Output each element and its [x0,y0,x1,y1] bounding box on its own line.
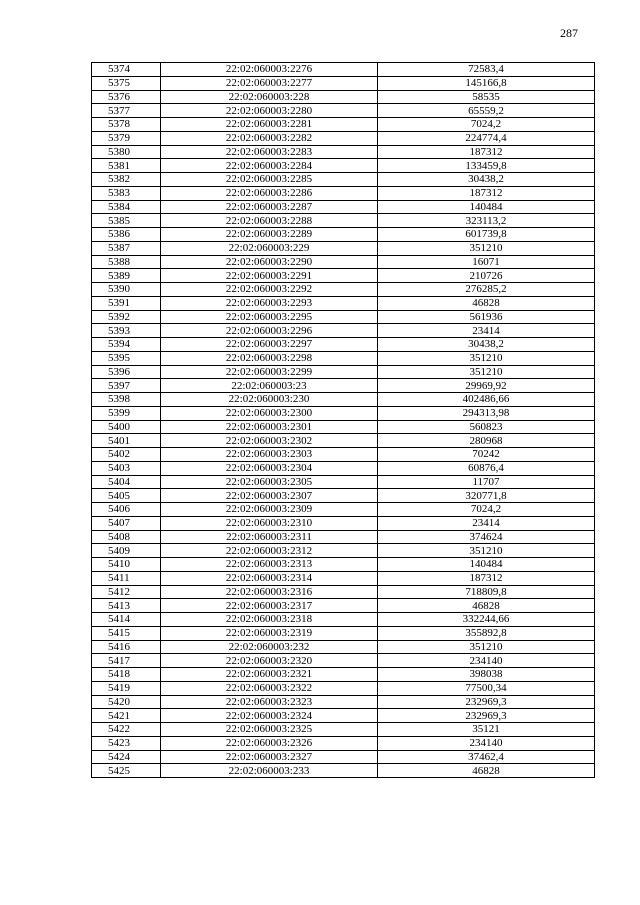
table-row [92,750,595,764]
cadastral-number-cell: 22:02:060003:2305 [161,475,378,489]
row-number-cell: 5407 [92,516,161,530]
table-row [92,173,595,187]
row-number-cell: 5386 [92,228,161,242]
cadastral-number-cell: 22:02:060003:2295 [161,310,378,324]
row-number-cell: 5387 [92,241,161,255]
table-row [92,475,595,489]
cadastral-number-cell: 22:02:060003:2293 [161,296,378,310]
table-row [92,599,595,613]
cadastral-number-cell: 22:02:060003:2326 [161,736,378,750]
row-number-cell: 5408 [92,530,161,544]
cadastral-number-cell: 22:02:060003:2287 [161,200,378,214]
value-cell: 60876,4 [378,461,595,475]
value-cell: 234140 [378,736,595,750]
row-number-cell: 5410 [92,558,161,572]
value-cell: 65559,2 [378,104,595,118]
table-row [92,764,595,778]
row-number-cell: 5422 [92,723,161,737]
value-cell: 398038 [378,668,595,682]
row-number-cell: 5388 [92,255,161,269]
row-number-cell: 5402 [92,448,161,462]
row-number-cell: 5391 [92,296,161,310]
table-row [92,558,595,572]
page-number: 287 [560,26,578,40]
table-row [92,365,595,379]
row-number-cell: 5381 [92,159,161,173]
value-cell: 70242 [378,448,595,462]
cadastral-number-cell: 22:02:060003:2319 [161,626,378,640]
cadastral-number-cell: 22:02:060003:2284 [161,159,378,173]
table-row [92,393,595,407]
value-cell: 37462,4 [378,750,595,764]
value-cell: 374624 [378,530,595,544]
table-row [92,613,595,627]
table-row [92,351,595,365]
value-cell: 23414 [378,516,595,530]
table-row [92,324,595,338]
table-row [92,723,595,737]
table-row [92,668,595,682]
value-cell: 601739,8 [378,228,595,242]
cadastral-number-cell: 22:02:060003:2310 [161,516,378,530]
cadastral-number-cell: 22:02:060003:2318 [161,613,378,627]
row-number-cell: 5399 [92,406,161,420]
row-number-cell: 5405 [92,489,161,503]
table-row [92,420,595,434]
row-number-cell: 5379 [92,131,161,145]
value-cell: 187312 [378,186,595,200]
table-row [92,131,595,145]
cadastral-number-cell: 22:02:060003:2291 [161,269,378,283]
table-row [92,310,595,324]
cadastral-number-cell: 22:02:060003:23 [161,379,378,393]
value-cell: 46828 [378,599,595,613]
cadastral-number-cell: 22:02:060003:2309 [161,503,378,517]
row-number-cell: 5400 [92,420,161,434]
table-row [92,709,595,723]
row-number-cell: 5417 [92,654,161,668]
cadastral-number-cell: 22:02:060003:229 [161,241,378,255]
cadastral-number-cell: 22:02:060003:2286 [161,186,378,200]
row-number-cell: 5411 [92,571,161,585]
table-row [92,145,595,159]
cadastral-number-cell: 22:02:060003:228 [161,90,378,104]
row-number-cell: 5383 [92,186,161,200]
table-row [92,640,595,654]
value-cell: 140484 [378,558,595,572]
value-cell: 30438,2 [378,338,595,352]
row-number-cell: 5395 [92,351,161,365]
value-cell: 11707 [378,475,595,489]
row-number-cell: 5398 [92,393,161,407]
row-number-cell: 5419 [92,681,161,695]
value-cell: 145166,8 [378,76,595,90]
row-number-cell: 5425 [92,764,161,778]
row-number-cell: 5406 [92,503,161,517]
cadastral-number-cell: 22:02:060003:2297 [161,338,378,352]
value-cell: 276285,2 [378,283,595,297]
value-cell: 46828 [378,296,595,310]
value-cell: 16071 [378,255,595,269]
value-cell: 77500,34 [378,681,595,695]
row-number-cell: 5380 [92,145,161,159]
table-row [92,200,595,214]
value-cell: 29969,92 [378,379,595,393]
cadastral-number-cell: 22:02:060003:2300 [161,406,378,420]
cadastral-number-cell: 22:02:060003:2302 [161,434,378,448]
table-row [92,681,595,695]
row-number-cell: 5421 [92,709,161,723]
row-number-cell: 5424 [92,750,161,764]
value-cell: 332244,66 [378,613,595,627]
cadastral-number-cell: 22:02:060003:2288 [161,214,378,228]
row-number-cell: 5409 [92,544,161,558]
value-cell: 351210 [378,241,595,255]
value-cell: 7024,2 [378,118,595,132]
cadastral-number-cell: 22:02:060003:2322 [161,681,378,695]
cadastral-number-cell: 22:02:060003:2314 [161,571,378,585]
value-cell: 351210 [378,365,595,379]
table-row [92,503,595,517]
cadastral-number-cell: 22:02:060003:2317 [161,599,378,613]
table-row [92,448,595,462]
cadastral-number-cell: 22:02:060003:2307 [161,489,378,503]
row-number-cell: 5423 [92,736,161,750]
cadastral-number-cell: 22:02:060003:2298 [161,351,378,365]
table-row [92,241,595,255]
row-number-cell: 5397 [92,379,161,393]
table-row [92,104,595,118]
value-cell: 351210 [378,640,595,654]
table-row [92,406,595,420]
cadastral-number-cell: 22:02:060003:2324 [161,709,378,723]
row-number-cell: 5396 [92,365,161,379]
value-cell: 210726 [378,269,595,283]
value-cell: 187312 [378,571,595,585]
row-number-cell: 5412 [92,585,161,599]
value-cell: 355892,8 [378,626,595,640]
value-cell: 280968 [378,434,595,448]
row-number-cell: 5418 [92,668,161,682]
value-cell: 23414 [378,324,595,338]
value-cell: 133459,8 [378,159,595,173]
row-number-cell: 5382 [92,173,161,187]
cadastral-number-cell: 22:02:060003:2296 [161,324,378,338]
cadastral-number-cell: 22:02:060003:2303 [161,448,378,462]
row-number-cell: 5374 [92,63,161,77]
cadastral-number-cell: 22:02:060003:2323 [161,695,378,709]
row-number-cell: 5415 [92,626,161,640]
value-cell: 351210 [378,544,595,558]
value-cell: 72583,4 [378,63,595,77]
cadastral-number-cell: 22:02:060003:230 [161,393,378,407]
table-row [92,296,595,310]
cadastral-number-cell: 22:02:060003:2321 [161,668,378,682]
cadastral-number-cell: 22:02:060003:2320 [161,654,378,668]
value-cell: 58535 [378,90,595,104]
table-row [92,76,595,90]
cadastral-number-cell: 22:02:060003:2301 [161,420,378,434]
table-row [92,159,595,173]
value-cell: 140484 [378,200,595,214]
value-cell: 232969,3 [378,695,595,709]
cadastral-number-cell: 22:02:060003:2281 [161,118,378,132]
data-table [91,62,595,778]
row-number-cell: 5420 [92,695,161,709]
value-cell: 560823 [378,420,595,434]
row-number-cell: 5392 [92,310,161,324]
table-row [92,90,595,104]
row-number-cell: 5389 [92,269,161,283]
cadastral-number-cell: 22:02:060003:2304 [161,461,378,475]
table-row [92,736,595,750]
row-number-cell: 5401 [92,434,161,448]
table-row [92,654,595,668]
row-number-cell: 5375 [92,76,161,90]
value-cell: 234140 [378,654,595,668]
table-row [92,461,595,475]
table-row [92,695,595,709]
table-row [92,228,595,242]
row-number-cell: 5378 [92,118,161,132]
cadastral-number-cell: 22:02:060003:2285 [161,173,378,187]
table-row [92,516,595,530]
cadastral-number-cell: 22:02:060003:2312 [161,544,378,558]
cadastral-number-cell: 22:02:060003:2280 [161,104,378,118]
value-cell: 323113,2 [378,214,595,228]
table-row [92,571,595,585]
cadastral-number-cell: 22:02:060003:2277 [161,76,378,90]
table-row [92,214,595,228]
value-cell: 35121 [378,723,595,737]
row-number-cell: 5394 [92,338,161,352]
value-cell: 46828 [378,764,595,778]
row-number-cell: 5414 [92,613,161,627]
cadastral-number-cell: 22:02:060003:2327 [161,750,378,764]
table-row [92,63,595,77]
row-number-cell: 5404 [92,475,161,489]
cadastral-number-cell: 22:02:060003:2276 [161,63,378,77]
row-number-cell: 5390 [92,283,161,297]
row-number-cell: 5413 [92,599,161,613]
cadastral-number-cell: 22:02:060003:2283 [161,145,378,159]
table-row [92,255,595,269]
value-cell: 320771,8 [378,489,595,503]
row-number-cell: 5403 [92,461,161,475]
table-row [92,544,595,558]
table-row [92,283,595,297]
table-row [92,626,595,640]
cadastral-number-cell: 22:02:060003:2282 [161,131,378,145]
value-cell: 402486,66 [378,393,595,407]
row-number-cell: 5385 [92,214,161,228]
table-body [92,63,595,778]
table-row [92,186,595,200]
table-row [92,118,595,132]
row-number-cell: 5377 [92,104,161,118]
table-row [92,585,595,599]
cadastral-number-cell: 22:02:060003:2313 [161,558,378,572]
row-number-cell: 5376 [92,90,161,104]
row-number-cell: 5416 [92,640,161,654]
value-cell: 187312 [378,145,595,159]
table-row [92,489,595,503]
row-number-cell: 5393 [92,324,161,338]
value-cell: 294313,98 [378,406,595,420]
value-cell: 30438,2 [378,173,595,187]
table-row [92,530,595,544]
table-row [92,379,595,393]
cadastral-number-cell: 22:02:060003:2289 [161,228,378,242]
table-row [92,434,595,448]
cadastral-number-cell: 22:02:060003:232 [161,640,378,654]
table-row [92,338,595,352]
cadastral-number-cell: 22:02:060003:233 [161,764,378,778]
value-cell: 232969,3 [378,709,595,723]
value-cell: 718809,8 [378,585,595,599]
value-cell: 351210 [378,351,595,365]
row-number-cell: 5384 [92,200,161,214]
table-row [92,269,595,283]
value-cell: 7024,2 [378,503,595,517]
value-cell: 561936 [378,310,595,324]
cadastral-number-cell: 22:02:060003:2299 [161,365,378,379]
cadastral-number-cell: 22:02:060003:2292 [161,283,378,297]
value-cell: 224774,4 [378,131,595,145]
cadastral-number-cell: 22:02:060003:2316 [161,585,378,599]
cadastral-number-cell: 22:02:060003:2311 [161,530,378,544]
cadastral-number-cell: 22:02:060003:2325 [161,723,378,737]
cadastral-number-cell: 22:02:060003:2290 [161,255,378,269]
